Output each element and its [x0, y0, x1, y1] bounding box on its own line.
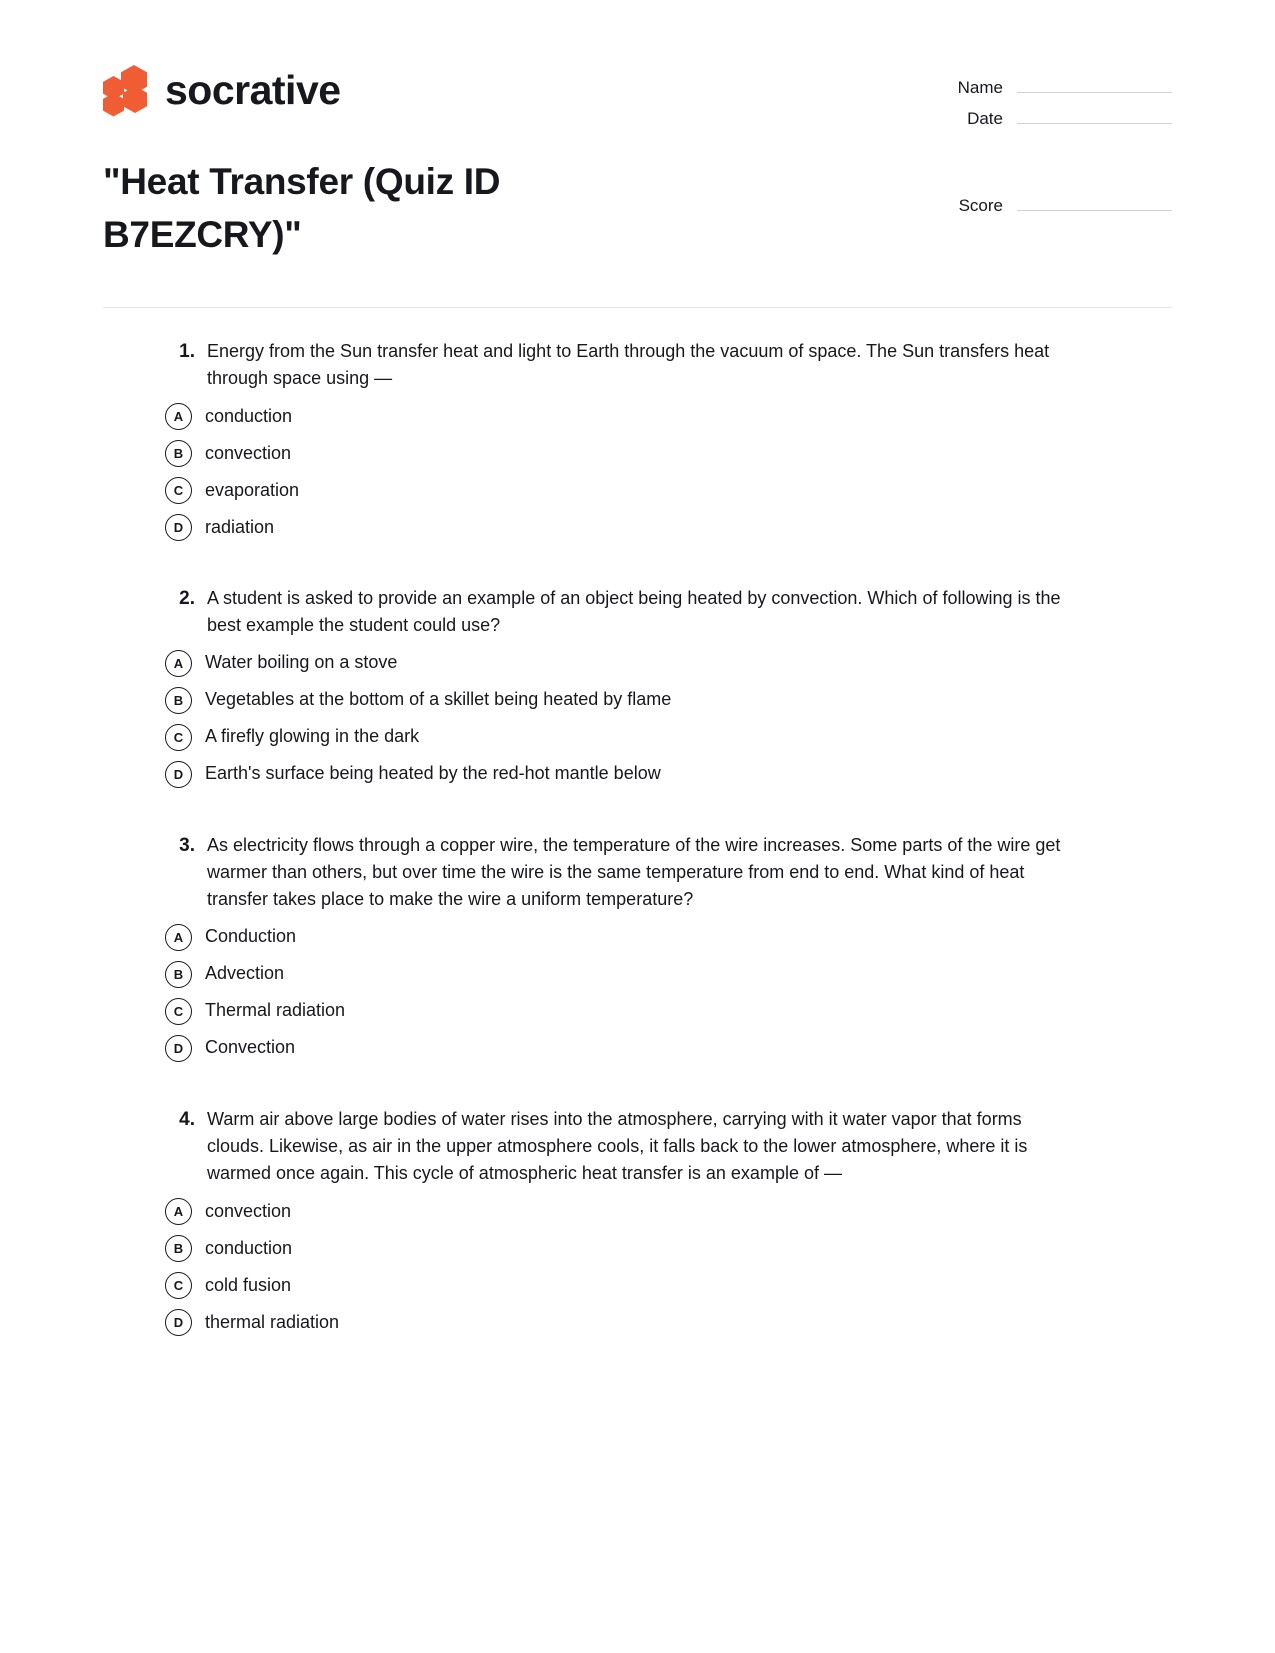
choice-label: conduction [205, 405, 293, 426]
question-text: A student is asked to provide an example of an object being heated by convection. Which of following is the best example the student could use? [207, 587, 1061, 636]
choice-option[interactable] [165, 477, 1172, 504]
choice-bubble-icon[interactable]: B [165, 440, 192, 467]
socrative-hexagon-logo-icon [103, 65, 151, 115]
choice-option[interactable] [165, 724, 1172, 751]
choice-bubble-icon[interactable]: D [165, 761, 192, 788]
page-header [103, 0, 1172, 261]
question-text: Warm air above large bodies of water rises into the atmosphere, carrying with it water vapor that forms clouds. Likewise, as air in the upper atmosphere cools, it falls back to the lower atmosphere, where it is warmed once again. This cycle of atmospheric heat transfer is an example of — [207, 1108, 1028, 1184]
choice-bubble-icon[interactable]: D [165, 514, 192, 541]
choice-option[interactable] [165, 961, 1172, 988]
date-input-line[interactable] [1017, 111, 1172, 124]
choice-option[interactable] [165, 924, 1172, 951]
choice-label: A firefly glowing in the dark [205, 726, 420, 747]
choice-option[interactable] [165, 761, 1172, 788]
choice-label: Advection [205, 963, 285, 984]
question-text: Energy from the Sun transfer heat and light to Earth through the vacuum of space. The Sun transfers heat through space using — [207, 341, 1050, 389]
choice-label: Vegetables at the bottom of a skillet being heated by flame [205, 689, 672, 710]
choice-bubble-icon[interactable]: A [165, 403, 192, 430]
question-number: 3. [179, 834, 195, 856]
choice-label: radiation [205, 516, 275, 537]
choice-label: Water boiling on a stove [205, 652, 398, 673]
choice-option[interactable] [165, 440, 1172, 467]
question-number: 2. [179, 587, 195, 609]
name-input-line[interactable] [1017, 80, 1172, 93]
choice-option[interactable] [165, 1309, 1172, 1336]
choice-bubble-icon[interactable]: A [165, 924, 192, 951]
socrative-logo [103, 60, 723, 120]
choice-bubble-icon[interactable]: C [165, 724, 192, 751]
score-field-label: Score [958, 196, 1003, 215]
name-field-label: Name [957, 78, 1003, 97]
choice-bubble-icon[interactable]: B [165, 961, 192, 988]
choice-bubble-icon[interactable]: C [165, 1272, 192, 1299]
choice-option[interactable] [165, 1198, 1172, 1225]
choice-bubble-icon[interactable]: B [165, 687, 192, 714]
brand-and-title [103, 60, 723, 261]
choice-label: thermal radiation [205, 1311, 340, 1332]
choice-bubble-icon[interactable]: D [165, 1035, 192, 1062]
choice-bubble-icon[interactable]: C [165, 477, 192, 504]
question-item [165, 338, 1172, 541]
choice-bubble-icon[interactable]: D [165, 1309, 192, 1336]
choice-bubble-icon[interactable]: B [165, 1235, 192, 1262]
choice-option[interactable] [165, 514, 1172, 541]
page-title: "Heat Transfer (Quiz ID B7EZCRY)" [103, 161, 501, 255]
choice-label: Convection [205, 1037, 296, 1058]
choice-option[interactable] [165, 403, 1172, 430]
score-input-line[interactable] [1017, 198, 1172, 211]
choice-list [165, 403, 1172, 541]
choice-label: evaporation [205, 479, 300, 500]
choice-option[interactable] [165, 1235, 1172, 1262]
choice-label: Earth's surface being heated by the red-hot mantle below [205, 763, 661, 784]
choice-list [165, 1198, 1172, 1336]
brand-name: socrative [165, 66, 341, 113]
name-field-row [872, 78, 1172, 98]
choice-bubble-icon[interactable]: A [165, 1198, 192, 1225]
date-field-row [872, 109, 1172, 129]
choice-option[interactable] [165, 687, 1172, 714]
choice-option[interactable] [165, 1272, 1172, 1299]
choice-label: conduction [205, 1237, 293, 1258]
question-item [165, 1106, 1172, 1336]
question-item [165, 832, 1172, 1062]
choice-bubble-icon[interactable]: C [165, 998, 192, 1025]
question-number: 1. [179, 341, 195, 363]
choice-label: convection [205, 442, 292, 463]
header-divider [103, 307, 1172, 308]
date-field-label: Date [967, 109, 1003, 128]
question-text: As electricity flows through a copper wire, the temperature of the wire increases. Some parts of the wire get warmer than others, but over time the wire is the same temperature from end to end. What kind of heat transfer takes place to make the wire a uniform temperature? [207, 834, 1061, 910]
question-list [103, 338, 1172, 1336]
choice-label: Thermal radiation [205, 1000, 346, 1021]
score-field-row [872, 196, 1172, 216]
choice-bubble-icon[interactable]: A [165, 650, 192, 677]
choice-label: cold fusion [205, 1274, 292, 1295]
choice-option[interactable] [165, 998, 1172, 1025]
choice-label: Conduction [205, 926, 297, 947]
student-info-block [872, 60, 1172, 227]
choice-list [165, 924, 1172, 1062]
choice-list [165, 650, 1172, 788]
choice-option[interactable] [165, 650, 1172, 677]
choice-option[interactable] [165, 1035, 1172, 1062]
question-number: 4. [179, 1108, 195, 1130]
choice-label: convection [205, 1200, 292, 1221]
question-item [165, 585, 1172, 788]
